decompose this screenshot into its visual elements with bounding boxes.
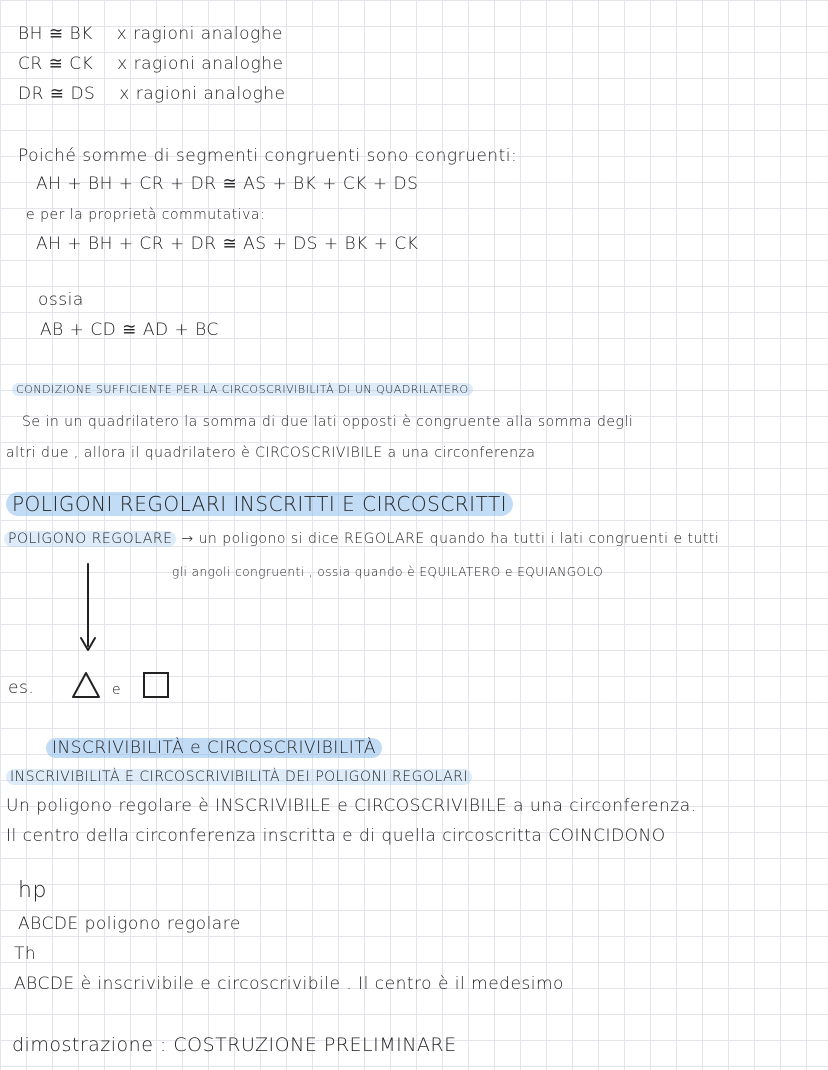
arrow-down-icon bbox=[74, 560, 102, 656]
congruence-note: x ragioni analoghe bbox=[116, 24, 283, 44]
congruence-left: DR ≅ DS bbox=[18, 84, 96, 104]
proof-equation-3: AB + CD ≅ AD + BC bbox=[40, 320, 219, 340]
proof-intro: Poiché somme di segmenti congruenti sono congruenti: bbox=[18, 146, 518, 166]
congruence-left: CR ≅ CK bbox=[18, 54, 94, 74]
triangle-icon bbox=[70, 670, 102, 700]
hp-label: hp bbox=[18, 878, 47, 903]
regular-label: POLIGONO REGOLARE bbox=[4, 531, 176, 547]
section-title: POLIGONI REGOLARI INSCRITTI E CIRCOSCRITTI bbox=[6, 494, 513, 514]
inscr-heading: INSCRIVIBILITÀ e CIRCOSCRIVIBILITÀ bbox=[46, 740, 382, 757]
inscr-line-2: Il centro della circonferenza inscritta e di quella circoscritta COINCIDONO bbox=[6, 826, 666, 846]
congruence-note: x ragioni analoghe bbox=[117, 54, 284, 74]
hp-text: ABCDE poligono regolare bbox=[18, 914, 241, 934]
example-join: e bbox=[112, 682, 122, 698]
arrow-right-icon: → bbox=[181, 531, 194, 547]
congruence-note: x ragioni analoghe bbox=[119, 84, 286, 104]
condition-title: CONDIZIONE SUFFICIENTE PER LA CIRCOSCRIVIBILITÀ DI UN QUADRILATERO bbox=[12, 384, 473, 395]
regular-definition-line-1 bbox=[4, 532, 719, 546]
congruence-line-2 bbox=[18, 56, 283, 73]
congruence-line-1 bbox=[18, 26, 283, 43]
proof-equation-1: AH + BH + CR + DR ≅ AS + BK + CK + DS bbox=[36, 174, 419, 194]
congruence-left: BH ≅ BK bbox=[18, 24, 93, 44]
condition-line-2: altri due , allora il quadrilatero è CIRCOSCRIVIBILE a una circonferenza bbox=[6, 445, 536, 461]
demonstration-label: dimostrazione : bbox=[12, 1034, 167, 1056]
inscr-subheading: INSCRIVIBILITÀ E CIRCOSCRIVIBILITÀ DEI POLIGONI REGOLARI bbox=[6, 770, 472, 784]
condition-line-1: Se in un quadrilatero la somma di due lati opposti è congruente alla somma degli bbox=[22, 414, 634, 430]
regular-definition-line-2: gli angoli congruenti , ossia quando è EQUILATERO e EQUIANGOLO bbox=[172, 565, 604, 579]
example-prefix: es. bbox=[8, 678, 35, 698]
congruence-line-3 bbox=[18, 86, 286, 103]
th-label: Th bbox=[14, 944, 37, 964]
regular-definition-text: un poligono si dice REGOLARE quando ha tutti i lati congruenti e tutti bbox=[198, 531, 720, 547]
proof-ossia: ossia bbox=[38, 290, 84, 310]
proof-commutative: e per la proprietà commutativa: bbox=[26, 207, 266, 223]
proof-equation-2: AH + BH + CR + DR ≅ AS + DS + BK + CK bbox=[36, 234, 419, 254]
th-text: ABCDE è inscrivibile e circoscrivibile . Il centro è il medesimo bbox=[14, 974, 564, 994]
demonstration-text: COSTRUZIONE PRELIMINARE bbox=[173, 1034, 457, 1056]
inscr-line-1: Un poligono regolare è INSCRIVIBILE e CIRCOSCRIVIBILE a una circonferenza. bbox=[6, 796, 697, 816]
demonstration-line bbox=[12, 1036, 457, 1055]
square-icon bbox=[140, 670, 172, 700]
